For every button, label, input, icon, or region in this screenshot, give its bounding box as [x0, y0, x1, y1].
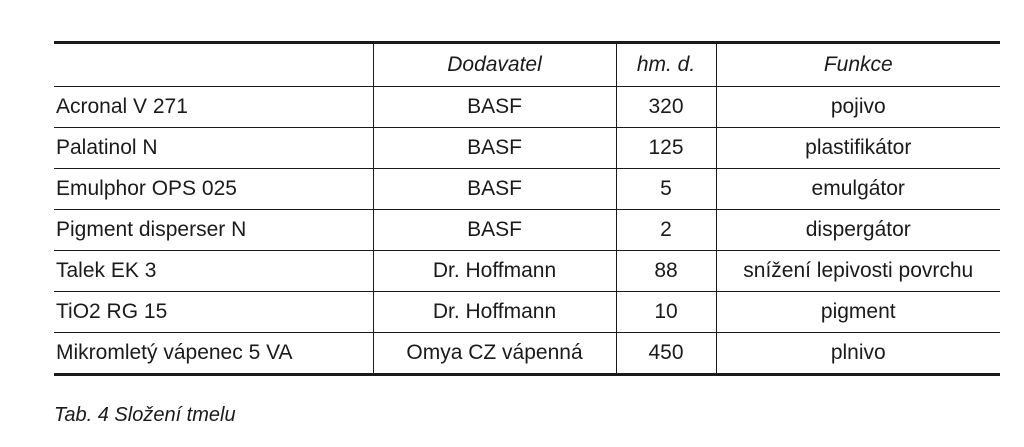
function-cell: pojivo — [716, 87, 1000, 128]
supplier-cell: BASF — [373, 210, 616, 251]
component-name: Pigment disperser N — [54, 210, 373, 251]
header-function: Funkce — [716, 43, 1000, 87]
function-cell: pigment — [716, 292, 1000, 333]
table-row — [54, 251, 1000, 292]
component-name: Talek EK 3 — [54, 251, 373, 292]
weight-parts-cell: 125 — [616, 128, 716, 169]
function-cell: snížení lepivosti povrchu — [716, 251, 1000, 292]
function-cell: plnivo — [716, 333, 1000, 375]
supplier-cell: BASF — [373, 87, 616, 128]
supplier-cell: BASF — [373, 169, 616, 210]
weight-parts-cell: 88 — [616, 251, 716, 292]
composition-table — [54, 41, 1000, 376]
table-row — [54, 128, 1000, 169]
table-row — [54, 333, 1000, 375]
component-name: Emulphor OPS 025 — [54, 169, 373, 210]
component-name: Acronal V 271 — [54, 87, 373, 128]
table-row — [54, 87, 1000, 128]
function-cell: emulgátor — [716, 169, 1000, 210]
table-row — [54, 210, 1000, 251]
weight-parts-cell: 450 — [616, 333, 716, 375]
weight-parts-cell: 2 — [616, 210, 716, 251]
header-supplier: Dodavatel — [373, 43, 616, 87]
function-cell: plastifikátor — [716, 128, 1000, 169]
header-weight-parts: hm. d. — [616, 43, 716, 87]
table-caption: Tab. 4 Složení tmelu — [54, 404, 236, 426]
component-name: Mikromletý vápenec 5 VA — [56, 341, 293, 364]
table-header-row — [54, 43, 1000, 87]
supplier-cell: Omya CZ vápenná — [373, 333, 616, 375]
component-name: TiO2 RG 15 — [54, 292, 373, 333]
supplier-cell: Dr. Hoffmann — [373, 251, 616, 292]
supplier-cell: Dr. Hoffmann — [373, 292, 616, 333]
function-cell: dispergátor — [716, 210, 1000, 251]
weight-parts-cell: 10 — [616, 292, 716, 333]
supplier-cell: BASF — [373, 128, 616, 169]
table-row — [54, 169, 1000, 210]
header-component — [54, 43, 373, 87]
component-name: Palatinol N — [54, 128, 373, 169]
table-row — [54, 292, 1000, 333]
weight-parts-cell: 320 — [616, 87, 716, 128]
weight-parts-cell: 5 — [616, 169, 716, 210]
